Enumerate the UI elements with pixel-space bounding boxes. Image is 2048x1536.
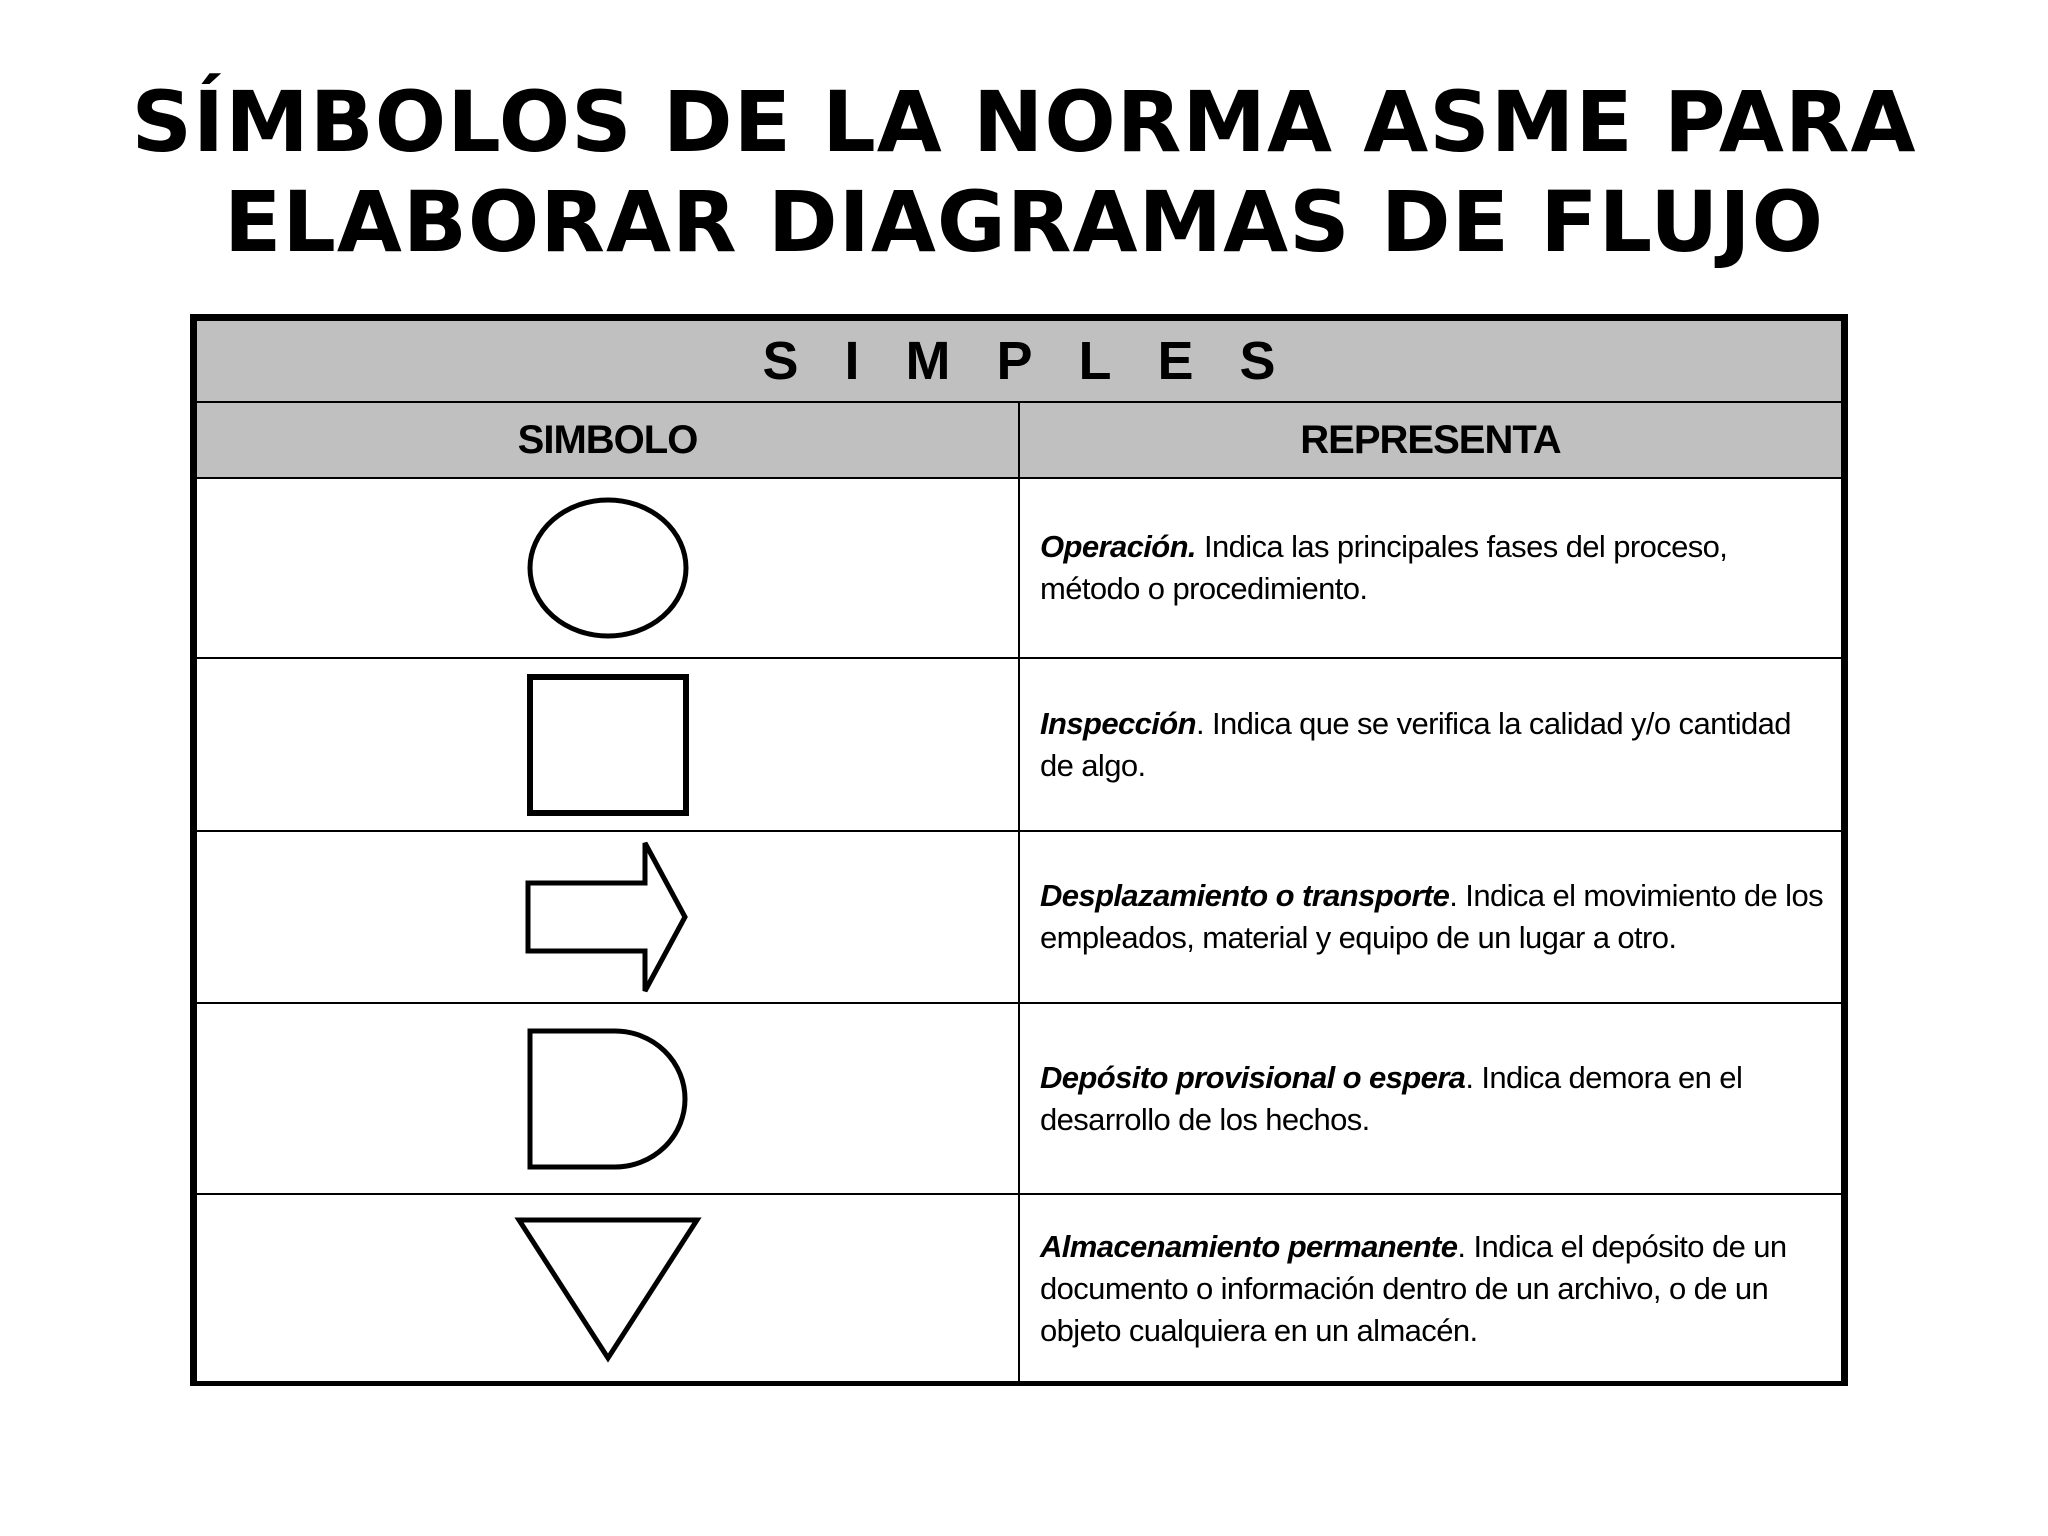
d-shape-icon	[523, 1024, 693, 1174]
term-label: Desplazamiento o transporte	[1040, 878, 1450, 913]
section-header: SIMPLES	[196, 320, 1842, 402]
triangle-down-icon	[513, 1214, 703, 1364]
column-header-symbol: SIMBOLO	[196, 402, 1019, 478]
column-header-represents: REPRESENTA	[1019, 402, 1842, 478]
term-label: Operación.	[1040, 529, 1196, 564]
table-row-transport	[196, 831, 1842, 1003]
symbol-cell	[196, 1003, 1019, 1194]
title-line-1: SÍMBOLOS DE LA NORMA ASME PARA	[131, 73, 1917, 171]
square-icon	[523, 670, 693, 820]
description-text: . Indica el movimiento de los empleados, material y equipo de un lugar a otro.	[1040, 878, 1824, 955]
symbols-table	[190, 314, 1848, 1386]
description-cell	[1019, 1194, 1842, 1384]
description-cell	[1019, 831, 1842, 1003]
circle-icon	[523, 493, 693, 643]
symbol-cell	[196, 658, 1019, 831]
description-text: . Indica el depósito de un documento o información dentro de un archivo, o de un objeto cualquiera en un almacén.	[1040, 1229, 1787, 1348]
page-title	[0, 72, 2048, 272]
arrow-right-icon	[523, 837, 693, 997]
description-text: . Indica demora en el desarrollo de los hechos.	[1040, 1059, 1743, 1137]
term-label: Almacenamiento permanente	[1040, 1229, 1458, 1264]
table-row-delay	[196, 1003, 1842, 1194]
description-text: Indica las principales fases del proceso, método o procedimiento.	[1040, 529, 1728, 606]
description-text: . Indica que se verifica la calidad y/o cantidad de algo.	[1040, 705, 1791, 783]
title-line-2: ELABORAR DIAGRAMAS DE FLUJO	[223, 173, 1825, 271]
term-label: Inspección	[1040, 705, 1196, 741]
table-row-inspection	[196, 658, 1842, 831]
description-cell	[1019, 658, 1842, 831]
table-row-storage	[196, 1194, 1842, 1384]
description-cell	[1019, 1003, 1842, 1194]
term-label: Depósito provisional o espera	[1040, 1059, 1466, 1095]
description-cell	[1019, 478, 1842, 658]
table-row-operation	[196, 478, 1842, 658]
symbol-cell	[196, 831, 1019, 1003]
symbol-cell	[196, 1194, 1019, 1384]
symbol-cell	[196, 478, 1019, 658]
